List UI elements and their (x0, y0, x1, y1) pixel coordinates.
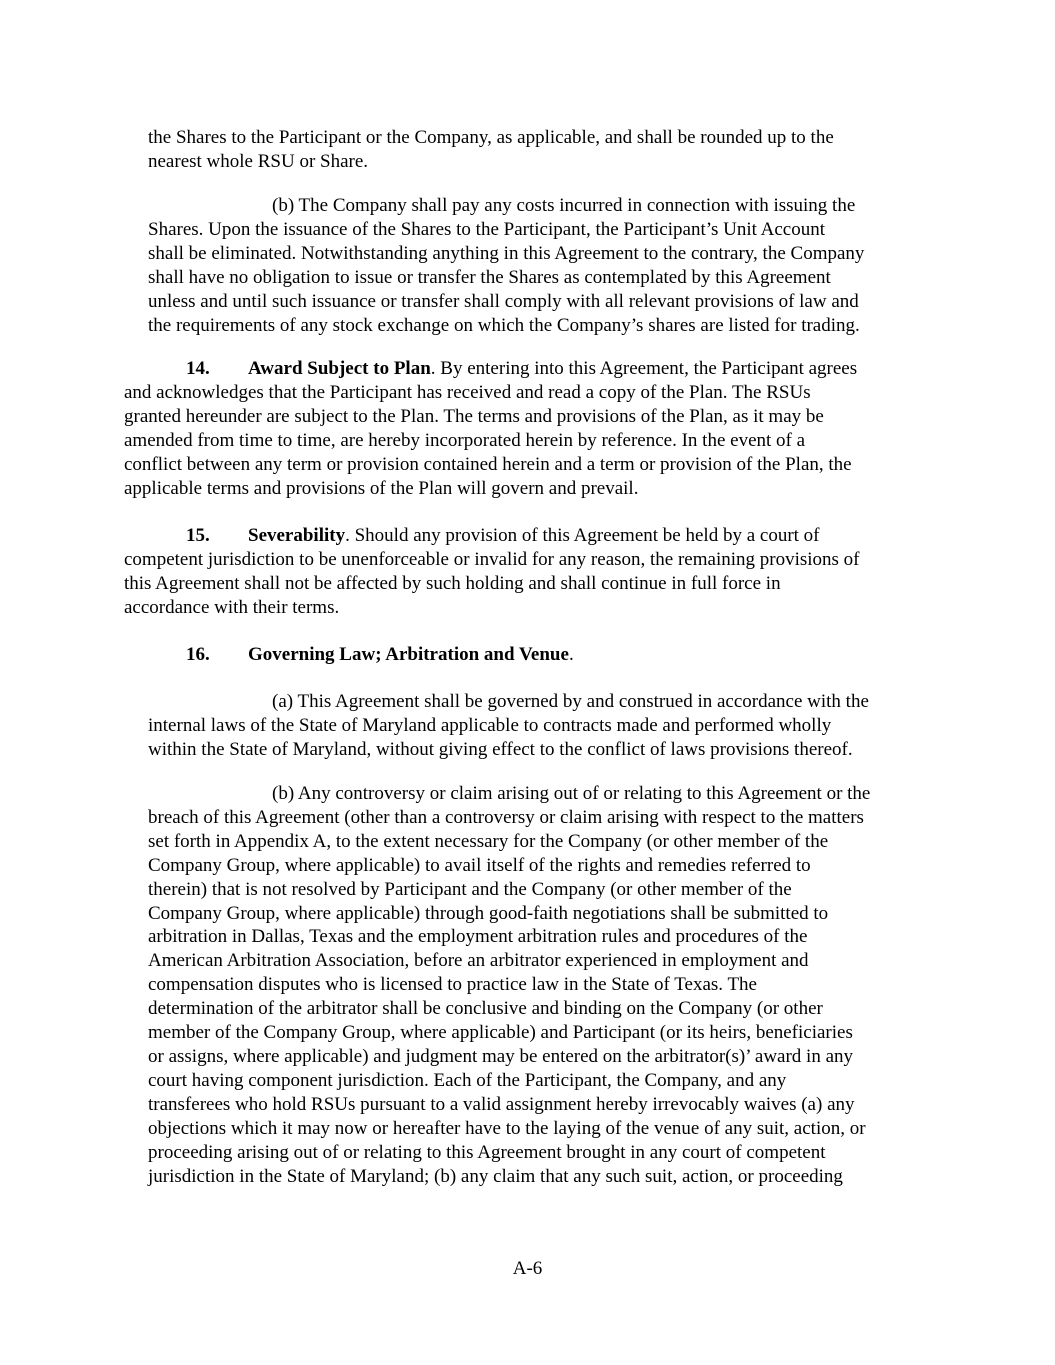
text-run: . Should any provision of this Agreement be held by a court of (345, 525, 820, 546)
text-line: Company Group, where applicable) through good-faith negotiations shall be submitted to (148, 902, 829, 924)
text-line: shall be eliminated. Notwithstanding anything in this Agreement to the contrary, the Company (148, 242, 865, 264)
text-line: amended from time to time, are hereby incorporated herein by reference. In the event of a (124, 429, 806, 451)
text-line: determination of the arbitrator shall be conclusive and binding on the Company (or other (148, 998, 823, 1020)
text-line: unless and until such issuance or transfer shall comply with all relevant provisions of law and (148, 290, 859, 312)
text-line: Company Group, where applicable) to avail itself of the rights and remedies referred to (148, 854, 811, 876)
text-line: the Shares to the Participant or the Company, as applicable, and shall be rounded up to the (148, 127, 834, 148)
text-line: proceeding arising out of or relating to this Agreement brought in any court of competent (148, 1141, 826, 1163)
text-line: Shares. Upon the issuance of the Shares to the Participant, the Participant’s Unit Account (148, 218, 825, 240)
text-line: (b) The Company shall pay any costs incurred in connection with issuing the (272, 195, 856, 216)
subsection-a-governing-law (148, 690, 869, 762)
text-run: . (568, 644, 574, 665)
subsection-b-issuance (148, 194, 864, 337)
page-number: A-6 (512, 1258, 543, 1279)
section-16-first-line (124, 643, 574, 667)
text-line: set forth in Appendix A, to the extent necessary for the Company (or other member of the (148, 830, 829, 852)
text-line: competent jurisdiction to be unenforceable or invalid for any reason, the remaining provisions of (124, 548, 860, 570)
text-line: the requirements of any stock exchange on which the Company’s shares are listed for trading. (148, 314, 860, 336)
text-run: . By entering into this Agreement, the Participant agrees (430, 358, 858, 379)
text-line: within the State of Maryland, without giving effect to the conflict of laws provisions thereof. (148, 738, 853, 760)
section-heading: Severability (248, 525, 346, 546)
section-15 (124, 524, 860, 620)
section-number: 16. (186, 644, 210, 665)
continued-paragraph (148, 126, 834, 174)
text-line: this Agreement shall not be affected by such holding and shall continue in full force in (124, 572, 781, 594)
text-line: applicable terms and provisions of the Plan will govern and prevail. (124, 477, 639, 499)
text-line: member of the Company Group, where applicable) and Participant (or its heirs, beneficiaries (148, 1022, 853, 1044)
section-14 (124, 357, 857, 500)
text-line: therein) that is not resolved by Participant and the Company (or other member of the (148, 878, 792, 900)
text-line: internal laws of the State of Maryland applicable to contracts made and performed wholly (148, 714, 832, 736)
text-line: jurisdiction in the State of Maryland; (b) any claim that any such suit, action, or proceeding (148, 1165, 843, 1187)
text-line: court having component jurisdiction. Each of the Participant, the Company, and any (148, 1069, 787, 1091)
section-14-first-line (124, 357, 857, 381)
subsection-b-arbitration (148, 782, 870, 1188)
text-line: American Arbitration Association, before an arbitrator experienced in employment and (148, 950, 809, 972)
text-line: (a) This Agreement shall be governed by and construed in accordance with the (272, 691, 869, 712)
text-line: transferees who hold RSUs pursuant to a valid assignment hereby irrevocably waives (a) any (148, 1093, 855, 1115)
section-number: 14. (186, 358, 210, 379)
section-16-heading (124, 643, 574, 667)
section-heading: Governing Law; Arbitration and Venue (248, 644, 569, 665)
text-line: granted hereunder are subject to the Plan. The terms and provisions of the Plan, as it may be (124, 405, 824, 427)
text-line: nearest whole RSU or Share. (148, 150, 369, 172)
text-line: shall have no obligation to issue or transfer the Shares as contemplated by this Agreement (148, 266, 831, 288)
section-15-first-line (124, 524, 860, 548)
text-line: objections which it may now or hereafter have to the laying of the venue of any suit, action, or (148, 1117, 866, 1139)
text-line: (b) Any controversy or claim arising out of or relating to this Agreement or the (272, 783, 871, 804)
section-number: 15. (186, 525, 210, 546)
section-heading: Award Subject to Plan (248, 358, 431, 379)
text-line: accordance with their terms. (124, 596, 340, 618)
text-line: compensation disputes who is licensed to practice law in the State of Texas. The (148, 974, 757, 996)
text-line: conflict between any term or provision contained herein and a term or provision of the Plan, the (124, 453, 852, 475)
text-line: arbitration in Dallas, Texas and the employment arbitration rules and procedures of the (148, 926, 808, 948)
text-line: and acknowledges that the Participant has received and read a copy of the Plan. The RSUs (124, 381, 811, 403)
text-line: or assigns, where applicable) and judgment may be entered on the arbitrator(s)’ award in any (148, 1045, 854, 1067)
text-line: breach of this Agreement (other than a controversy or claim arising with respect to the matters (148, 806, 864, 828)
